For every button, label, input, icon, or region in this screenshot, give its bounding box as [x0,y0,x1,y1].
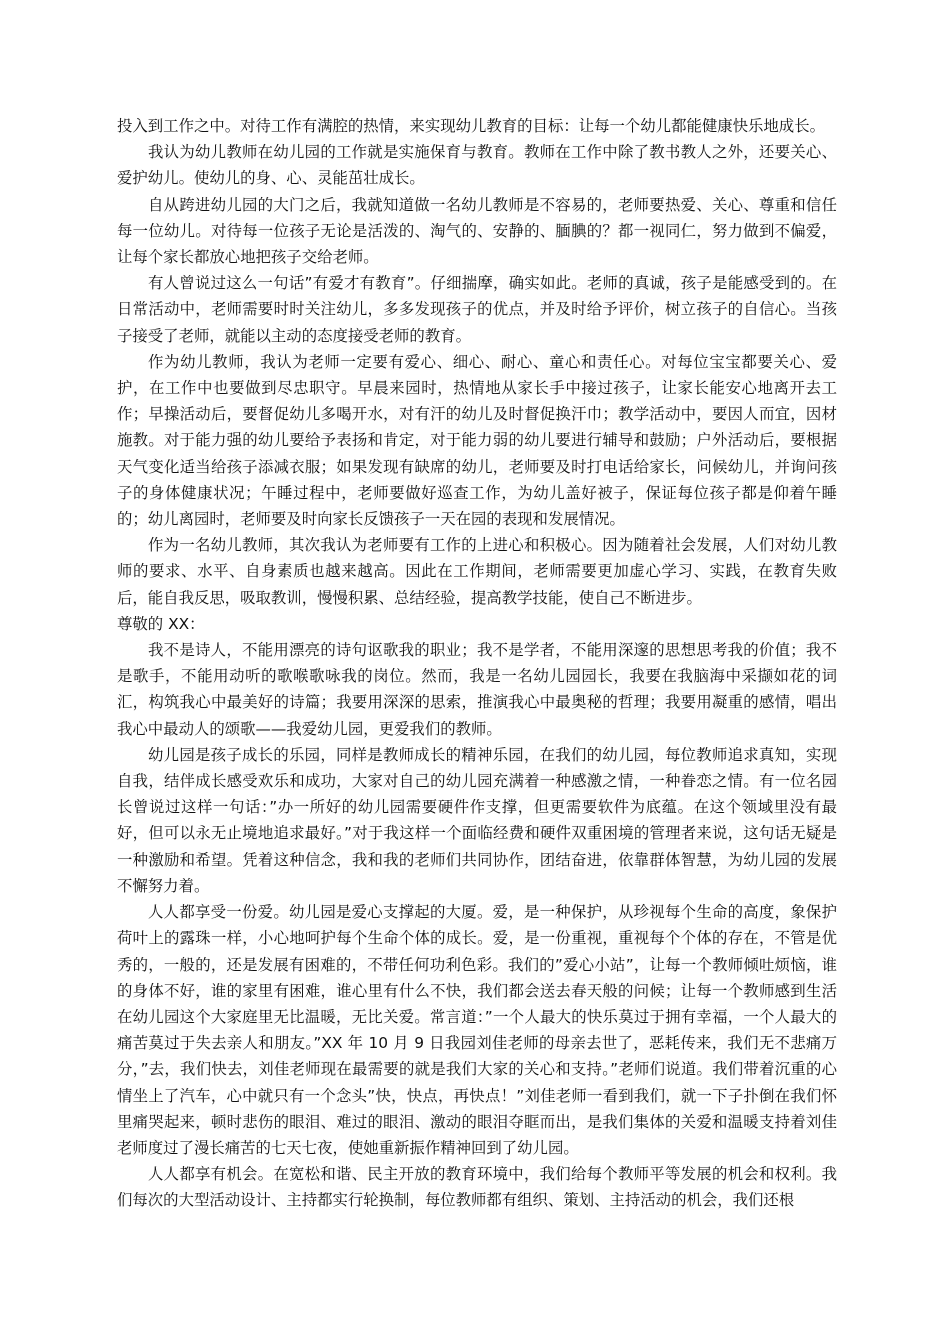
paragraph: 自从跨进幼儿园的大门之后，我就知道做一名幼儿教师是不容易的，老师要热爱、关心、尊重和信任每一位幼儿。对待每一位孩子无论是活泼的、淘气的、安静的、腼腆的？都一视同仁，努力做到不偏爱，让每个家长都放心地把孩子交给老师。 [117,195,837,267]
document-body [117,113,837,1214]
paragraph-continuation: 投入到工作之中。对待工作有满腔的热情，来实现幼儿教育的目标：让每一个幼儿都能健康快乐地成长。 [117,117,825,135]
paragraph: 人人都享有机会。在宽松和谐、民主开放的教育环境中，我们给每个教师平等发展的机会和权利。我们每次的大型活动设计、主持都实行轮换制，每位教师都有组织、策划、主持活动的机会，我们还根 [117,1165,837,1210]
paragraph: 作为幼儿教师，我认为老师一定要有爱心、细心、耐心、童心和责任心。对每位宝宝都要关心、爱护，在工作中也要做到尽忠职守。早晨来园时，热情地从家长手中接过孩子，让家长能安心地离开去工作；早操活动后，要督促幼儿多喝开水，对有汗的幼儿及时督促换汗巾；教学活动中，要因人而宜，因材施教。对于能力强的幼儿要给予表扬和肯定，对于能力弱的幼儿要进行辅导和鼓励；户外活动后，要根据天气变化适当给孩子添减衣服；如果发现有缺席的幼儿，老师要及时打电话给家长，问候幼儿，并询问孩子的身体健康状况；午睡过程中，老师要做好巡查工作，为幼儿盖好被子，保证每位孩子都是仰着午睡的；幼儿离园时，老师要及时向家长反馈孩子一天在园的表现和发展情况。 [117,352,837,529]
paragraph: 人人都享受一份爱。幼儿园是爱心支撑起的大厦。爱，是一种保护，从珍视每个生命的高度，象保护荷叶上的露珠一样，小心地呵护每个生命个体的成长。爱，是一份重视，重视每个个体的存在，不管是优秀的，一般的，还是发展有困难的，不带任何功利色彩。我们的”爱心小站”，让每一个教师倾吐烦恼，谁的身体不好，谁的家里有困难，谁心里有什么不快，我们都会送去春天般的问候；让每一个教师感到生活在幼儿园这个大家庭里无比温暖，无比关爱。常言道：”一个人最大的快乐莫过于拥有幸福，一个人最大的痛苦莫过于失去亲人和朋友。”XX 年 10 月 9 日我园刘佳老师的母亲去世了，恶耗传来，我们无不悲痛万分，”去，我们快去，刘佳老师现在最需要的就是我们大家的关心和支持。”老师们说道。我们带着沉重的心情坐上了汽车，心中就只有一个念头”快，快点，再快点！”刘佳老师一看到我们，就一下子扑倒在我们怀里痛哭起来，顿时悲伤的眼泪、难过的眼泪、激动的眼泪夺眶而出，是我们集体的关爱和温暖支持着刘佳老师度过了漫长痛苦的七天七夜，使她重新振作精神回到了幼儿园。 [117,903,837,1157]
paragraph: 我不是诗人，不能用漂亮的诗句讴歌我的职业；我不是学者，不能用深邃的思想思考我的价值；我不是歌手，不能用动听的歌喉歌咏我的岗位。然而，我是一名幼儿园园长，我要在我脑海中采撷如花的词汇，构筑我心中最美好的诗篇；我要用深深的思索，推演我心中最奥秘的哲理；我要用凝重的感情，唱出我心中最动人的颂歌——我爱幼儿园，更爱我们的教师。 [117,641,837,738]
paragraph: 我认为幼儿教师在幼儿园的工作就是实施保育与教育。教师在工作中除了教书教人之外，还要关心、爱护幼儿。使幼儿的身、心、灵能茁壮成长。 [117,143,837,188]
paragraph: 有人曾说过这么一句话”有爱才有教育”。仔细揣摩，确实如此。老师的真诚，孩子是能感受到的。在日常活动中，老师需要时时关注幼儿，多多发现孩子的优点，并及时给予评价，树立孩子的自信心。当孩子接受了老师，就能以主动的态度接受老师的教育。 [117,274,837,345]
paragraph: 作为一名幼儿教师，其次我认为老师要有工作的上进心和积极心。因为随着社会发展，人们对幼儿教师的要求、水平、自身素质也越来越高。因此在工作期间，老师需要更加虚心学习、实践，在教育失败后，能自我反思，吸取教训，慢慢积累、总结经验，提高教学技能，使自己不断进步。 [117,536,837,607]
salutation: 尊敬的 XX： [117,614,205,633]
paragraph: 幼儿园是孩子成长的乐园，同样是教师成长的精神乐园，在我们的幼儿园，每位教师追求真知，实现自我，结伴成长感受欢乐和成功，大家对自己的幼儿园充满着一种感激之情，一种眷恋之情。有一位名园长曾说过这样一句话：”办一所好的幼儿园需要硬件作支撑，但更需要软件为底蕴。在这个领域里没有最好，但可以永无止境地追求最好。”对于我这样一个面临经费和硬件双重困境的管理者来说，这句话无疑是一种激励和希望。凭着这种信念，我和我的老师们共同协作，团结奋进，依靠群体智慧，为幼儿园的发展不懈努力着。 [117,745,837,895]
